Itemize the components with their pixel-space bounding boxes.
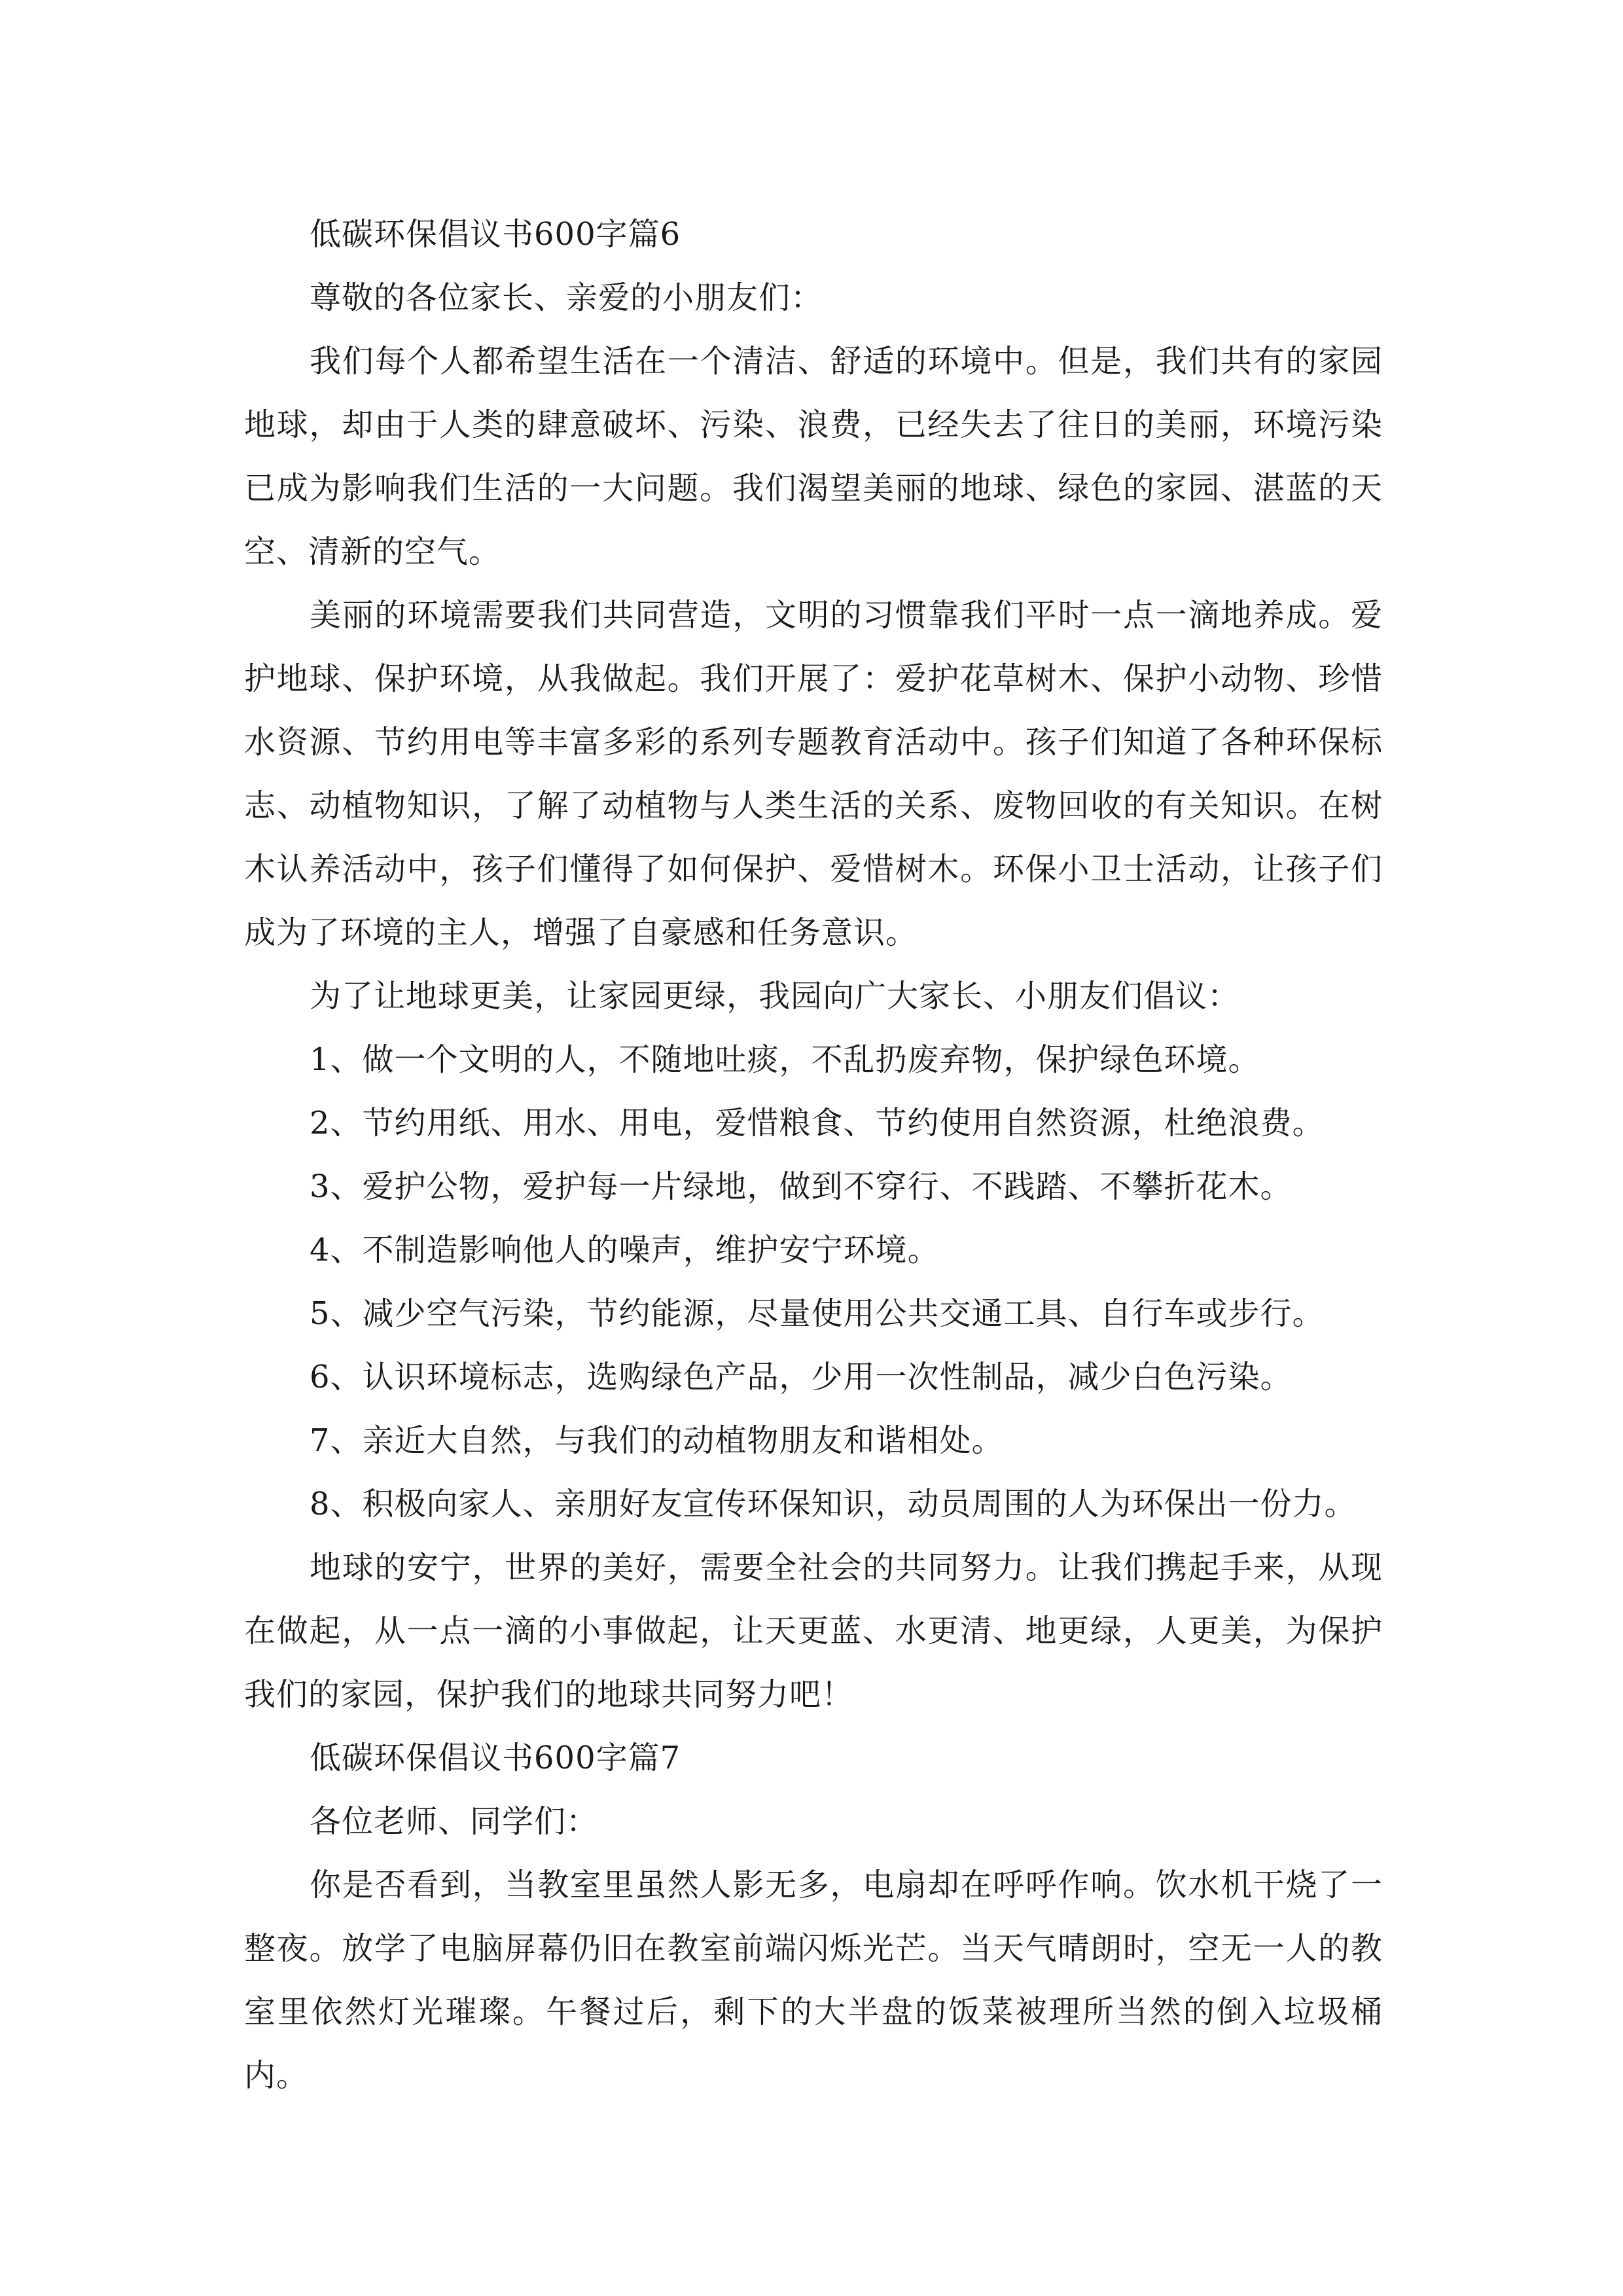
body-paragraph: 你是否看到，当教室里虽然人影无多，电扇却在呼呼作响。饮水机干烧了一整夜。放学了电脑屏幕仍旧在教室前端闪烁光芒。当天气晴朗时，空无一人的教室里依然灯光璀璨。午餐过后，剩下的大半盘的饭菜被理所当然的倒入垃圾桶内。 <box>244 1867 1383 2094</box>
salutation: 尊敬的各位家长、亲爱的小朋友们： <box>310 279 823 316</box>
body-paragraph: 地球的安宁，世界的美好，需要全社会的共同努力。让我们携起手来，从现在做起，从一点一滴的小事做起，让天更蓝、水更清、地更绿，人更美，为保护我们的家园，保护我们的地球共同努力吧！ <box>244 1549 1383 1713</box>
document-body <box>244 203 1383 2108</box>
list-item: 2、节约用纸、用水、用电，爱惜粮食、节约使用自然资源，杜绝浪费。 <box>310 1105 1325 1141</box>
salutation: 各位老师、同学们： <box>310 1803 599 1840</box>
list-item: 5、减少空气污染，节约能源，尽量使用公共交通工具、自行车或步行。 <box>310 1295 1325 1332</box>
list-item: 4、不制造影响他人的噪声，维护安宁环境。 <box>310 1232 940 1268</box>
body-paragraph: 美丽的环境需要我们共同营造，文明的习惯靠我们平时一点一滴地养成。爱护地球、保护环境，从我做起。我们开展了：爱护花草树木、保护小动物、珍惜水资源、节约用电等丰富多彩的系列专题教育活动中。孩子们知道了各种环保标志、动植物知识，了解了动植物与人类生活的关系、废物回收的有关知识。在树木认养活动中，孩子们懂得了如何保护、爱惜树木。环保小卫士活动，让孩子们成为了环境的主人，增强了自豪感和任务意识。 <box>244 597 1383 951</box>
section-heading-6: 低碳环保倡议书600字篇6 <box>310 216 681 253</box>
body-paragraph: 为了让地球更美，让家园更绿，我园向广大家长、小朋友们倡议： <box>310 978 1240 1014</box>
body-paragraph: 我们每个人都希望生活在一个清洁、舒适的环境中。但是，我们共有的家园地球，却由于人类的肆意破坏、污染、浪费，已经失去了往日的美丽，环境污染已成为影响我们生活的一大问题。我们渴望美丽的地球、绿色的家园、湛蓝的天空、清新的空气。 <box>244 343 1383 570</box>
section-heading-7: 低碳环保倡议书600字篇7 <box>310 1740 681 1776</box>
list-item: 8、积极向家人、亲朋好友宣传环保知识，动员周围的人为环保出一份力。 <box>310 1486 1357 1522</box>
list-item: 3、爱护公物，爱护每一片绿地，做到不穿行、不践踏、不攀折花木。 <box>310 1168 1293 1205</box>
list-item: 7、亲近大自然，与我们的动植物朋友和谐相处。 <box>310 1422 1004 1459</box>
list-item: 6、认识环境标志，选购绿色产品，少用一次性制品，减少白色污染。 <box>310 1359 1293 1395</box>
list-item: 1、做一个文明的人，不随地吐痰，不乱扔废弃物，保护绿色环境。 <box>310 1041 1260 1078</box>
